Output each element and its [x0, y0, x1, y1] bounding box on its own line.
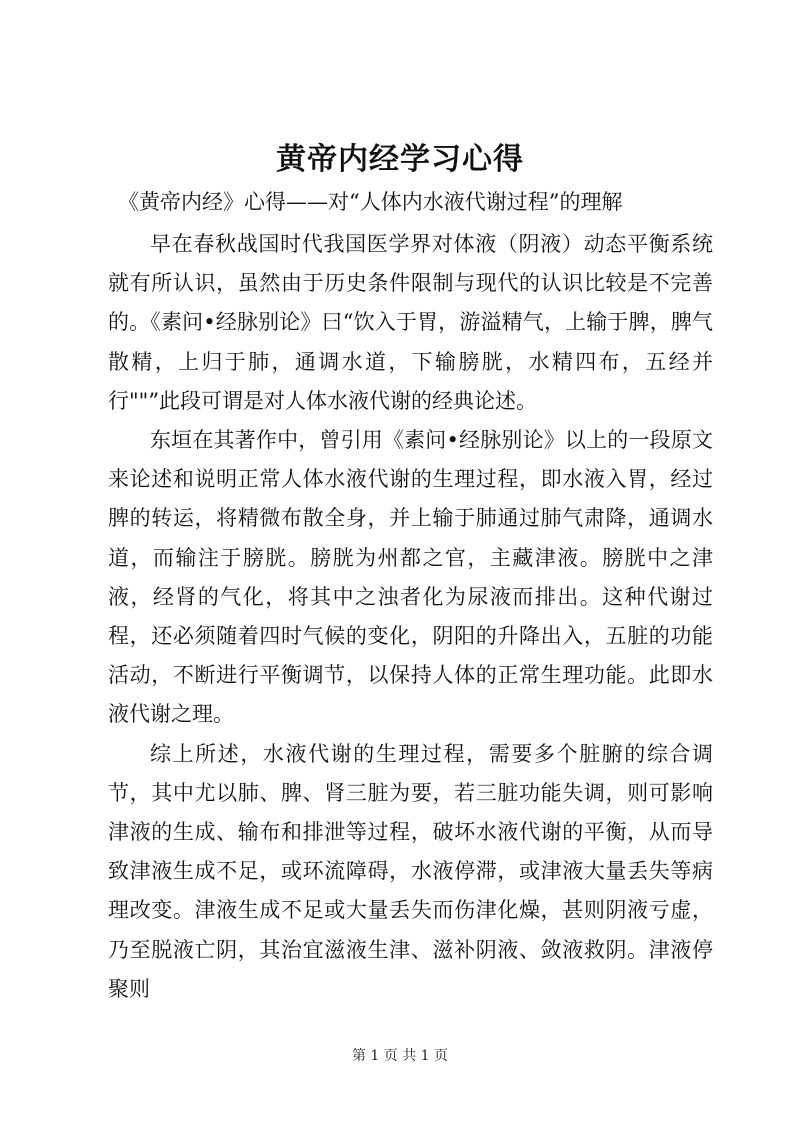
page-footer: 第 1 页 共 1 页	[351, 1048, 449, 1064]
document-subtitle: 《黄帝内经》心得——对“人体内水液代谢过程”的理解	[118, 190, 623, 214]
document-title: 黄帝内经学习心得	[276, 142, 524, 177]
document-body	[108, 225, 713, 1009]
paragraph-3: 综上所述，水液代谢的生理过程，需要多个脏腑的综合调节，其中尤以肺、脾、肾三脏为要，若三脏功能失调，则可影响津液的生成、输布和排泄等过程，破坏水液代谢的平衡，从而导致津液生成不足，或环流障碍，水液停滞，或津液大量丢失等病理改变。津液生成不足或大量丢失而伤津化燥，甚则阴液亏虚，乃至脱液亡阴，其治宜滋液生津、滋补阴液、敛液救阴。津液停聚则	[108, 741, 713, 1001]
paragraph-2: 东垣在其著作中，曾引用《素问•经脉别论》以上的一段原文来论述和说明正常人体水液代谢的生理过程，即水液入胃，经过脾的转运，将精微布散全身，并上输于肺通过肺气肃降，通调水道，而输注于膀胱。膀胱为州都之官，主藏津液。膀胱中之津液，经肾的气化，将其中之浊者化为尿液而排出。这种代谢过程，还必须随着四时气候的变化，阴阳的升降出入，五脏的功能活动，不断进行平衡调节，以保持人体的正常生理功能。此即水液代谢之理。	[108, 428, 713, 727]
paragraph-1: 早在春秋战国时代我国医学界对体液（阴液）动态平衡系统就有所认识，虽然由于历史条件限制与现代的认识比较是不完善的。《素问•经脉别论》曰“饮入于胃，游溢精气，上输于脾，脾气散精，上归于肺，通调水道，下输膀胱，水精四布，五经并行""”此段可谓是对人体水液代谢的经典论述。	[108, 232, 713, 413]
